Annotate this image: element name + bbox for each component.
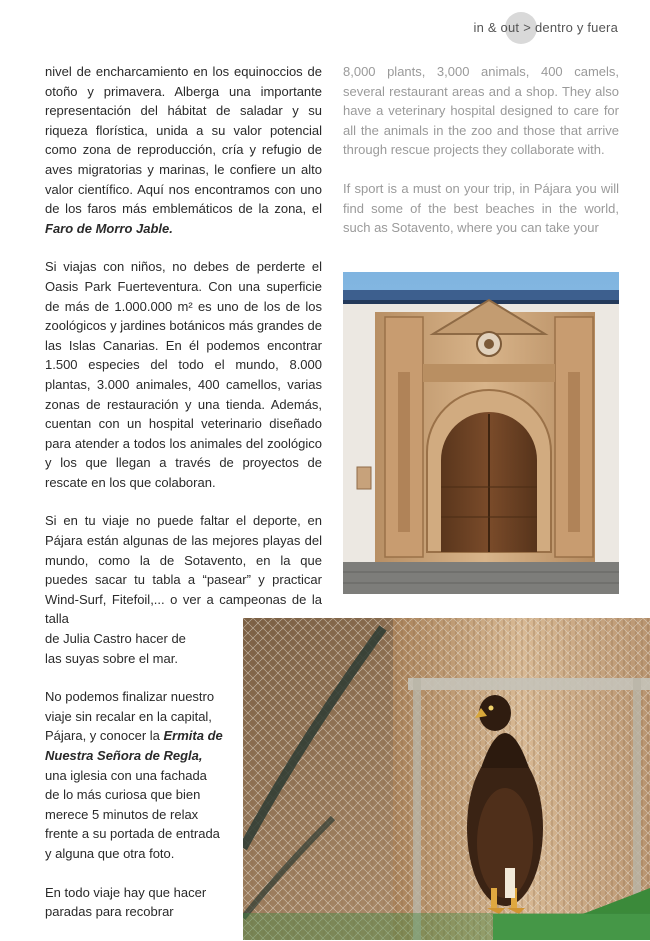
paragraph-sport: Si en tu viaje no puede faltar el deporte, en Pájara están algunas de las mejores playas del mundo, como la de Sotavento, en la que puedes sacar tu tabla a “pasear” y practicar Wind-Surf, Fitefoil,... o ver a campeonas de la talla [45, 513, 322, 627]
eagle-photo [243, 618, 650, 940]
header-section: dentro y fuera [534, 20, 618, 35]
header-arrow: > [523, 20, 531, 35]
paragraph-oasis-park-en: 8,000 plants, 3,000 animals, 400 camels, several restaurant areas and a shop. They also have a veterinary hospital designed to care for all the animals in the zoo and those that arrive through rescue projects they collaborate with. [343, 64, 619, 158]
paragraph-stops: En todo viaje hay que hacer paradas para recobrar [45, 884, 207, 920]
emphasis-ermita: Ermita de Nuestra Señora de Regla, [45, 728, 223, 763]
emphasis-lighthouse: Faro de Morro Jable. [45, 220, 173, 236]
paragraph-ermita: No podemos finalizar nuestro viaje sin recalar en la capital, Pájara, y conocer la Ermita de Nuestra Señora de Regla, una iglesia con una fachada de lo más curiosa que bien merece 5 minutos de relax frente a su portada de entrada y alguna que otra foto. [45, 689, 223, 861]
header-prefix: in & out [473, 20, 520, 35]
paragraph-sport-en: If sport is a must on your trip, in Pájara you will find some of the best beaches in the world, such as Sotavento, where you can take your [343, 180, 619, 236]
right-column-english [343, 62, 619, 257]
paragraph-salt-marsh: nivel de encharcamiento en los equinoccios de otoño y primavera. Alberga una importante representación del hábitat de saladar y su riqueza florística, unida a su valor potencial como zona de reproducción, cría y refugio de aves migratorias y marinas, le confiere un alto valor científico. Aquí nos encontramos con uno de los faros más emblemáticos de la zona, el Faro de Morro Jable. [45, 64, 322, 236]
section-header [474, 20, 619, 35]
paragraph-sport-end: de Julia Castro hacer de las suyas sobre el mar. [45, 631, 186, 666]
paragraph-oasis-park: Si viajas con niños, no debes de perderte el Oasis Park Fuerteventura. Con una superficie de más de 1.000.000 m² es uno de los de los zoológicos y jardines botánicos más grandes de las Islas Canarias. En él podemos encontrar 1.500 especies del todo el mundo, 8.000 plantas, 3.000 animales, 400 camellos, varias zonas de restauración y una tienda. Además, cuentan con un hospital veterinario diseñado para atender a todos los animales del zoológico y los que llegan a través de proyectos de rescate en los que colaboran. [45, 259, 322, 490]
church-photo [343, 272, 619, 594]
